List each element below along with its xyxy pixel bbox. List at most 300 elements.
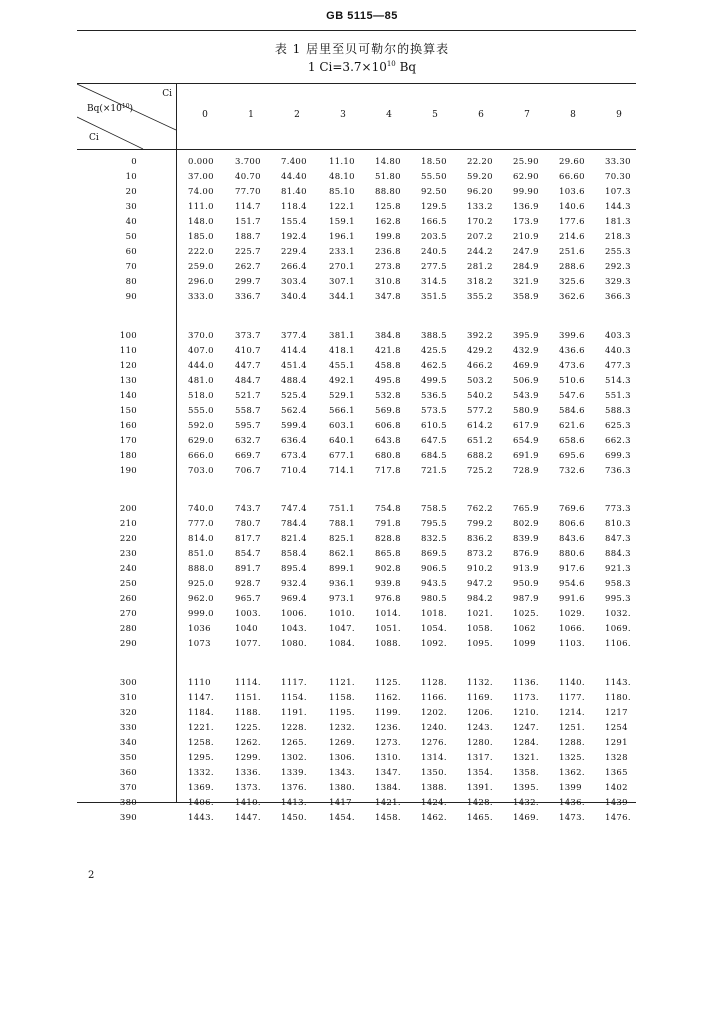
row-label-240: 240 <box>119 564 137 575</box>
table-cell: 66.60 <box>559 172 585 183</box>
row-label-0: 0 <box>131 157 137 167</box>
table-cell: 669.7 <box>235 450 261 461</box>
table-cell: 610.5 <box>421 420 447 431</box>
table-cell: 1018. <box>421 609 447 620</box>
table-cell: 96.20 <box>467 187 493 198</box>
table-cell: 266.4 <box>281 262 307 273</box>
column-header-7: 7 <box>524 110 530 120</box>
table-cell: 869.5 <box>421 549 447 560</box>
table-cell: 333.0 <box>188 292 214 303</box>
table-cell: 1221. <box>188 722 214 733</box>
table-cell: 847.3 <box>605 534 631 545</box>
table-cell: 451.4 <box>281 360 307 371</box>
table-cell: 1177. <box>559 692 585 703</box>
table-cell: 876.9 <box>513 549 539 560</box>
row-label-50: 50 <box>125 232 137 243</box>
table-cell: 1317. <box>467 752 493 763</box>
table-cell: 1473. <box>559 812 585 823</box>
table-cell: 1136. <box>513 677 539 688</box>
table-cell: 1391. <box>467 782 493 793</box>
table-cell: 717.8 <box>375 465 401 476</box>
table-cell: 1336. <box>235 767 261 778</box>
row-label-300: 300 <box>119 677 137 688</box>
table-cell: 114.7 <box>235 202 261 213</box>
table-cell: 310.8 <box>375 277 401 288</box>
table-cell: 1021. <box>467 609 493 620</box>
table-cell: 1443. <box>188 812 214 823</box>
table-cell: 543.9 <box>513 390 539 401</box>
row-label-190: 190 <box>119 465 137 476</box>
table-cell: 1166. <box>421 692 447 703</box>
table-cell: 625.3 <box>605 420 631 431</box>
table-cell: 662.3 <box>605 435 631 446</box>
table-cell: 1447. <box>235 812 261 823</box>
table-cell: 366.3 <box>605 292 631 303</box>
column-header-5: 5 <box>432 110 438 120</box>
table-cell: 928.7 <box>235 579 261 590</box>
table-cell: 540.2 <box>467 390 493 401</box>
table-cell: 1358. <box>513 767 539 778</box>
table-cell: 1073 <box>188 639 211 650</box>
table-cell: 673.4 <box>281 450 307 461</box>
table-cell: 281.2 <box>467 262 493 273</box>
column-header-4: 4 <box>386 110 392 120</box>
table-cell: 880.6 <box>559 549 585 560</box>
table-cell: 810.3 <box>605 519 631 530</box>
table-cell: 1376. <box>281 782 307 793</box>
table-cell: 1254 <box>605 722 628 733</box>
table-cell: 1158. <box>329 692 355 703</box>
table-cell: 1040 <box>235 624 258 635</box>
table-cell: 484.7 <box>235 375 261 386</box>
table-cell: 569.8 <box>375 405 401 416</box>
row-label-350: 350 <box>119 752 137 763</box>
table-cell: 706.7 <box>235 465 261 476</box>
table-cell: 251.6 <box>559 247 585 258</box>
table-cell: 1413. <box>281 797 307 808</box>
table-cell: 325.6 <box>559 277 585 288</box>
table-cell: 617.9 <box>513 420 539 431</box>
table-cell: 499.5 <box>421 375 447 386</box>
table-cell: 1228. <box>281 722 307 733</box>
table-cell: 695.6 <box>559 450 585 461</box>
table-cell: 347.8 <box>375 292 401 303</box>
subtitle-exponent: 10 <box>386 60 396 68</box>
table-cell: 1195. <box>329 707 355 718</box>
table-cell: 1439 <box>605 797 628 808</box>
table-cell: 677.1 <box>329 450 355 461</box>
table-cell: 862.1 <box>329 549 355 560</box>
table-cell: 177.6 <box>559 217 585 228</box>
table-cell: 906.5 <box>421 564 447 575</box>
table-cell: 336.7 <box>235 292 261 303</box>
column-header-9: 9 <box>616 110 622 120</box>
table-cell: 1321. <box>513 752 539 763</box>
table-cell: 85.10 <box>329 187 355 198</box>
table-cell: 1162. <box>375 692 401 703</box>
row-label-160: 160 <box>119 420 137 431</box>
table-cell: 103.6 <box>559 187 585 198</box>
row-label-320: 320 <box>119 707 137 718</box>
table-cell: 599.4 <box>281 420 307 431</box>
table-cell: 917.6 <box>559 564 585 575</box>
table-cell: 1269. <box>329 737 355 748</box>
table-cell: 299.7 <box>235 277 261 288</box>
row-label-180: 180 <box>119 450 137 461</box>
table-cell: 99.90 <box>513 187 539 198</box>
table-cell: 621.6 <box>559 420 585 431</box>
table-cell: 836.2 <box>467 534 493 545</box>
table-cell: 344.1 <box>329 292 355 303</box>
table-cell: 529.1 <box>329 390 355 401</box>
table-cell: 1132. <box>467 677 493 688</box>
table-cell: 895.4 <box>281 564 307 575</box>
table-cell: 1210. <box>513 707 539 718</box>
table-cell: 1421. <box>375 797 401 808</box>
table-cell: 1399 <box>559 782 582 793</box>
table-cell: 925.0 <box>188 579 214 590</box>
table-cell: 481.0 <box>188 375 214 386</box>
table-cell: 81.40 <box>281 187 307 198</box>
table-cell: 1051. <box>375 624 401 635</box>
table-cell: 714.1 <box>329 465 355 476</box>
table-cell: 1006. <box>281 609 307 620</box>
table-cell: 1043. <box>281 624 307 635</box>
table-cell: 51.80 <box>375 172 401 183</box>
table-cell: 14.80 <box>375 157 401 167</box>
table-cell: 987.9 <box>513 594 539 605</box>
table-cell: 754.8 <box>375 504 401 514</box>
table-cell: 1003. <box>235 609 261 620</box>
table-cell: 1140. <box>559 677 585 688</box>
table-cell: 296.0 <box>188 277 214 288</box>
table-cell: 954.6 <box>559 579 585 590</box>
table-cell: 362.6 <box>559 292 585 303</box>
table-cell: 125.8 <box>375 202 401 213</box>
table-cell: 769.6 <box>559 504 585 514</box>
table-cell: 606.8 <box>375 420 401 431</box>
table-cell: 388.5 <box>421 330 447 341</box>
table-cell: 247.9 <box>513 247 539 258</box>
table-cell: 1036 <box>188 624 211 635</box>
table-cell: 629.0 <box>188 435 214 446</box>
table-cell: 133.2 <box>467 202 493 213</box>
table-cell: 159.1 <box>329 217 355 228</box>
table-cell: 1291 <box>605 737 628 748</box>
table-cell: 1143. <box>605 677 631 688</box>
table-cell: 288.6 <box>559 262 585 273</box>
table-cell: 1151. <box>235 692 261 703</box>
table-cell: 395.9 <box>513 330 539 341</box>
table-cell: 229.4 <box>281 247 307 258</box>
table-cell: 1406. <box>188 797 214 808</box>
table-cell: 270.1 <box>329 262 355 273</box>
table-cell: 1410. <box>235 797 261 808</box>
table-cell: 732.6 <box>559 465 585 476</box>
table-cell: 1217 <box>605 707 628 718</box>
table-cell: 29.60 <box>559 157 585 167</box>
table-cell: 1095. <box>467 639 493 650</box>
table-cell: 273.8 <box>375 262 401 273</box>
table-cell: 1066. <box>559 624 585 635</box>
table-cell: 1306. <box>329 752 355 763</box>
conversion-table <box>77 83 636 823</box>
table-cell: 440.3 <box>605 345 631 356</box>
table-cell: 118.4 <box>281 202 307 213</box>
column-header-8: 8 <box>570 110 576 120</box>
table-cell: 3.700 <box>235 157 261 167</box>
table-cell: 751.1 <box>329 504 355 514</box>
table-cell: 791.8 <box>375 519 401 530</box>
table-cell: 1388. <box>421 782 447 793</box>
table-cell: 710.4 <box>281 465 307 476</box>
table-cell: 551.3 <box>605 390 631 401</box>
row-label-210: 210 <box>119 519 137 530</box>
table-cell: 236.8 <box>375 247 401 258</box>
column-header-row <box>176 84 636 150</box>
table-cell: 207.2 <box>467 232 493 243</box>
table-cell: 1029. <box>559 609 585 620</box>
table-cell: 0.000 <box>188 157 214 167</box>
table-cell: 155.4 <box>281 217 307 228</box>
table-cell: 873.2 <box>467 549 493 560</box>
table-cell: 858.4 <box>281 549 307 560</box>
table-cell: 651.2 <box>467 435 493 446</box>
table-cell: 939.8 <box>375 579 401 590</box>
table-cell: 932.4 <box>281 579 307 590</box>
table-cell: 1080. <box>281 639 307 650</box>
row-label-170: 170 <box>119 435 137 446</box>
table-cell: 995.3 <box>605 594 631 605</box>
table-cell: 973.1 <box>329 594 355 605</box>
table-cell: 410.7 <box>235 345 261 356</box>
table-cell: 910.2 <box>467 564 493 575</box>
table-cell: 233.1 <box>329 247 355 258</box>
header-rule <box>77 30 636 31</box>
table-cell: 136.9 <box>513 202 539 213</box>
row-label-390: 390 <box>119 812 137 823</box>
row-label-30: 30 <box>125 202 137 213</box>
table-cell: 799.2 <box>467 519 493 530</box>
row-label-230: 230 <box>119 549 137 560</box>
table-cell: 854.7 <box>235 549 261 560</box>
table-cell: 381.1 <box>329 330 355 341</box>
table-cell: 1128. <box>421 677 447 688</box>
table-cell: 414.4 <box>281 345 307 356</box>
table-cell: 525.4 <box>281 390 307 401</box>
table-cell: 632.7 <box>235 435 261 446</box>
table-cell: 1247. <box>513 722 539 733</box>
table-cell: 821.4 <box>281 534 307 545</box>
table-cell: 244.2 <box>467 247 493 258</box>
table-cell: 70.30 <box>605 172 631 183</box>
table-cell: 1284. <box>513 737 539 748</box>
table-cell: 1362. <box>559 767 585 778</box>
table-cell: 284.9 <box>513 262 539 273</box>
table-cell: 462.5 <box>421 360 447 371</box>
table-cell: 22.20 <box>467 157 493 167</box>
table-cell: 558.7 <box>235 405 261 416</box>
table-cell: 1354. <box>467 767 493 778</box>
row-label-360: 360 <box>119 767 137 778</box>
table-cell: 166.5 <box>421 217 447 228</box>
table-cell: 122.1 <box>329 202 355 213</box>
table-cell: 958.3 <box>605 579 631 590</box>
table-cell: 1465. <box>467 812 493 823</box>
table-cell: 259.0 <box>188 262 214 273</box>
row-label-60: 60 <box>125 247 137 258</box>
table-cell: 1199. <box>375 707 401 718</box>
table-cell: 392.2 <box>467 330 493 341</box>
table-cell: 1280. <box>467 737 493 748</box>
table-cell: 1302. <box>281 752 307 763</box>
row-label-100: 100 <box>119 330 137 341</box>
table-cell: 795.5 <box>421 519 447 530</box>
row-label-250: 250 <box>119 579 137 590</box>
table-cell: 976.8 <box>375 594 401 605</box>
table-cell: 1225. <box>235 722 261 733</box>
table-cell: 1232. <box>329 722 355 733</box>
table-cell: 825.1 <box>329 534 355 545</box>
table-subtitle <box>0 60 724 74</box>
table-cell: 407.0 <box>188 345 214 356</box>
row-label-270: 270 <box>119 609 137 620</box>
table-cell: 1295. <box>188 752 214 763</box>
row-label-370: 370 <box>119 782 137 793</box>
table-cell: 592.0 <box>188 420 214 431</box>
table-cell: 1173. <box>513 692 539 703</box>
table-cell: 321.9 <box>513 277 539 288</box>
table-cell: 1380. <box>329 782 355 793</box>
table-cell: 1058. <box>467 624 493 635</box>
table-cell: 185.0 <box>188 232 214 243</box>
table-cell: 566.1 <box>329 405 355 416</box>
table-cell: 1169. <box>467 692 493 703</box>
table-cell: 828.8 <box>375 534 401 545</box>
table-cell: 1191. <box>281 707 307 718</box>
table-cell: 1428. <box>467 797 493 808</box>
row-label-column <box>77 149 177 823</box>
table-cell: 736.3 <box>605 465 631 476</box>
table-cell: 773.3 <box>605 504 631 514</box>
table-cell: 1314. <box>421 752 447 763</box>
table-cell: 647.5 <box>421 435 447 446</box>
corner-ci-bottom-label: Ci <box>89 133 99 143</box>
table-cell: 643.8 <box>375 435 401 446</box>
table-cell: 991.6 <box>559 594 585 605</box>
table-cell: 536.5 <box>421 390 447 401</box>
row-label-340: 340 <box>119 737 137 748</box>
table-cell: 1369. <box>188 782 214 793</box>
row-label-280: 280 <box>119 624 137 635</box>
table-cell: 44.40 <box>281 172 307 183</box>
table-cell: 503.2 <box>467 375 493 386</box>
table-cell: 614.2 <box>467 420 493 431</box>
table-cell: 743.7 <box>235 504 261 514</box>
row-label-70: 70 <box>125 262 137 273</box>
table-cell: 140.6 <box>559 202 585 213</box>
table-cell: 1014. <box>375 609 401 620</box>
table-cell: 888.0 <box>188 564 214 575</box>
table-cell: 1099 <box>513 639 536 650</box>
table-cell: 1450. <box>281 812 307 823</box>
table-cell: 514.3 <box>605 375 631 386</box>
table-cell: 1350. <box>421 767 447 778</box>
table-cell: 521.7 <box>235 390 261 401</box>
table-cell: 7.400 <box>281 157 307 167</box>
table-cell: 170.2 <box>467 217 493 228</box>
table-cell: 255.3 <box>605 247 631 258</box>
table-cell: 506.9 <box>513 375 539 386</box>
table-cell: 173.9 <box>513 217 539 228</box>
table-cell: 654.9 <box>513 435 539 446</box>
table-cell: 1032. <box>605 609 631 620</box>
table-cell: 33.30 <box>605 157 631 167</box>
table-cell: 262.7 <box>235 262 261 273</box>
table-cell: 784.4 <box>281 519 307 530</box>
table-cell: 1084. <box>329 639 355 650</box>
table-cell: 151.7 <box>235 217 261 228</box>
table-cell: 77.70 <box>235 187 261 198</box>
table-corner-header <box>77 84 177 150</box>
table-cell: 1424. <box>421 797 447 808</box>
table-title: 表 1 居里至贝可勒尔的换算表 <box>274 42 450 56</box>
corner-ci-top-label: Ci <box>162 89 172 99</box>
table-cell: 466.2 <box>467 360 493 371</box>
table-cell: 1243. <box>467 722 493 733</box>
table-cell: 1114. <box>235 677 261 688</box>
table-cell: 999.0 <box>188 609 214 620</box>
table-cell: 1462. <box>421 812 447 823</box>
table-cell: 765.9 <box>513 504 539 514</box>
table-cell: 473.6 <box>559 360 585 371</box>
table-cell: 1180. <box>605 692 631 703</box>
table-cell: 884.3 <box>605 549 631 560</box>
table-cell: 1273. <box>375 737 401 748</box>
table-cell: 148.0 <box>188 217 214 228</box>
standard-code: GB 5115—85 <box>326 10 398 22</box>
table-cell: 403.3 <box>605 330 631 341</box>
table-cell: 107.3 <box>605 187 631 198</box>
table-cell: 1092. <box>421 639 447 650</box>
table-cell: 74.00 <box>188 187 214 198</box>
column-header-0: 0 <box>202 110 208 120</box>
table-cell: 492.1 <box>329 375 355 386</box>
table-cell: 1069. <box>605 624 631 635</box>
table-cell: 802.9 <box>513 519 539 530</box>
row-label-220: 220 <box>119 534 137 545</box>
column-header-3: 3 <box>340 110 346 120</box>
table-cell: 913.9 <box>513 564 539 575</box>
table-cell: 436.6 <box>559 345 585 356</box>
table-cell: 680.8 <box>375 450 401 461</box>
table-cell: 703.0 <box>188 465 214 476</box>
table-cell: 1047. <box>329 624 355 635</box>
table-cell: 277.5 <box>421 262 447 273</box>
table-cell: 699.3 <box>605 450 631 461</box>
table-cell: 355.2 <box>467 292 493 303</box>
table-cell: 962.0 <box>188 594 214 605</box>
table-cell: 425.5 <box>421 345 447 356</box>
table-cell: 196.1 <box>329 232 355 243</box>
table-cell: 865.8 <box>375 549 401 560</box>
row-label-110: 110 <box>119 345 137 356</box>
table-cell: 1240. <box>421 722 447 733</box>
table-cell: 851.0 <box>188 549 214 560</box>
table-cell: 950.9 <box>513 579 539 590</box>
row-label-130: 130 <box>119 375 137 386</box>
table-cell: 1339. <box>281 767 307 778</box>
